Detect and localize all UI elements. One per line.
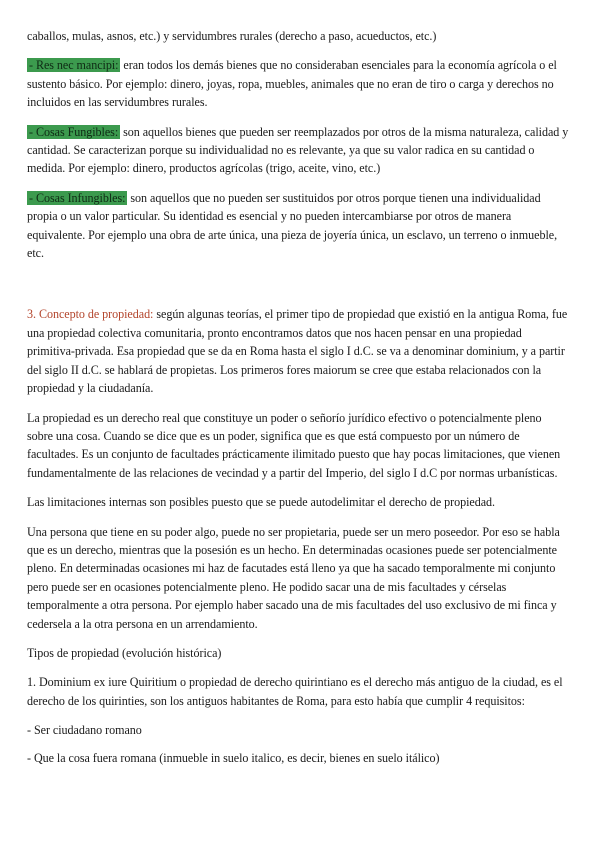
text-res-nec-mancipi: eran todos los demás bienes que no consideraban esenciales para la economía agrícola o el sustento básico. Por ejemplo: dinero, joyas, ropa, muebles, animales que no eran de tiro o carga y derechos no incluidos en las servidumbres rurales.: [27, 58, 557, 110]
text-cosas-fungibles: son aquellos bienes que pueden ser reemplazados por otros de la misma naturaleza, calidad y cantidad. Se caracterizan porque su individualidad no es relevante, ya que su valor radica en su cantidad o medida. Por ejemplo: dinero, productos agrícolas (trigo, aceite, vino, etc.): [27, 124, 569, 176]
paragraph-dominium: 1. Dominium ex iure Quiritium o propiedad de derecho quirintiano es el derecho más antiguo de la ciudad, es el derecho de los quirinties, son los antiguos habitantes de Roma, para esto había que cumplir 4 requisitos:: [27, 675, 563, 708]
paragraph-limitaciones: Las limitaciones internas son posibles puesto que se puede autodelimitar el derecho de propiedad.: [27, 495, 496, 510]
section-spacer: [27, 273, 570, 305]
list-item: - Ser ciudadano romano: [27, 723, 142, 738]
paragraph-res-nec-mancipi: [27, 56, 570, 111]
heading-concepto-propiedad: 3. Concepto de propiedad:: [27, 307, 154, 322]
text-concepto-propiedad: según algunas teorías, el primer tipo de propiedad que existió en la antigua Roma, fue una propiedad colectiva comunitaria, pronto encontramos datos que nos hacen pensar en una propiedad primitiva-privada. Esa propiedad que se da en Roma hasta el siglo I d.C. se va a denominar dominium, y a partir del siglo II d.C. se hablará de propietas. Los primeros fores maiorum se cree que estaba relacionados con la propiedad y la ciudadanía.: [27, 307, 568, 396]
list-item: - Que la cosa fuera romana (inmueble in suelo italico, es decir, bienes en suelo itálico): [27, 750, 440, 765]
highlight-cosas-fungibles: - Cosas Fungibles:: [29, 124, 119, 139]
text-cosas-infungibles: son aquellos que no pueden ser sustituidos por otros porque tienen una individualidad propia o un valor particular. Su identidad es esencial y no pueden intercambiarse por otros de manera equivalente. Por ejemplo una obra de arte única, una pieza de joyería única, un esclavo, un terreno o inmueble, etc.: [27, 190, 558, 261]
paragraph-cosas-infungibles: [27, 189, 570, 263]
paragraph-poseedor: Una persona que tiene en su poder algo, puede no ser propietaria, puede ser un mero poseedor. Por eso se habla que es un derecho, mientras que la posesión es un hecho. En determinadas ocasiones puede ser potencialmente pleno. En determinadas ocasiones mi haz de facutades está lleno ya que ha sacado temporalmente mi conjunto pero puede ser en ocasiones potencialmente pleno. He podido sacar una de mis facultades y cérselas temporalmente a otra persona. Por ejemplo haber sacado una de mis facultades del uso exclusivo de mi finca y cedersela a la otra persona en un arrendamiento.: [27, 524, 560, 631]
paragraph-derecho-real: La propiedad es un derecho real que constituye un poder o señorío jurídico efectivo o potencialmente pleno sobre una cosa. Cuando se dice que es un poder, significa que es que está compuesto por un número de facultades. Es un conjunto de facultades prácticamente ilimitado puesto que hay pocas limitaciones, que vienen fundamentalmente de las relaciones de vecindad y a partir del Imperio, del siglo I d.C por normas urbanísticas.: [27, 410, 561, 480]
paragraph-concepto-propiedad: [27, 305, 570, 397]
requirements-list: [27, 721, 570, 767]
highlight-res-nec-mancipi: - Res nec mancipi:: [29, 58, 119, 73]
paragraph-cosas-fungibles: [27, 123, 570, 178]
highlight-cosas-infungibles: - Cosas Infungibles:: [29, 190, 126, 205]
paragraph-continuation: caballos, mulas, asnos, etc.) y servidumbres rurales (derecho a paso, acueductos, etc.): [27, 29, 437, 43]
paragraph-tipos-propiedad: Tipos de propiedad (evolución histórica): [27, 645, 222, 660]
